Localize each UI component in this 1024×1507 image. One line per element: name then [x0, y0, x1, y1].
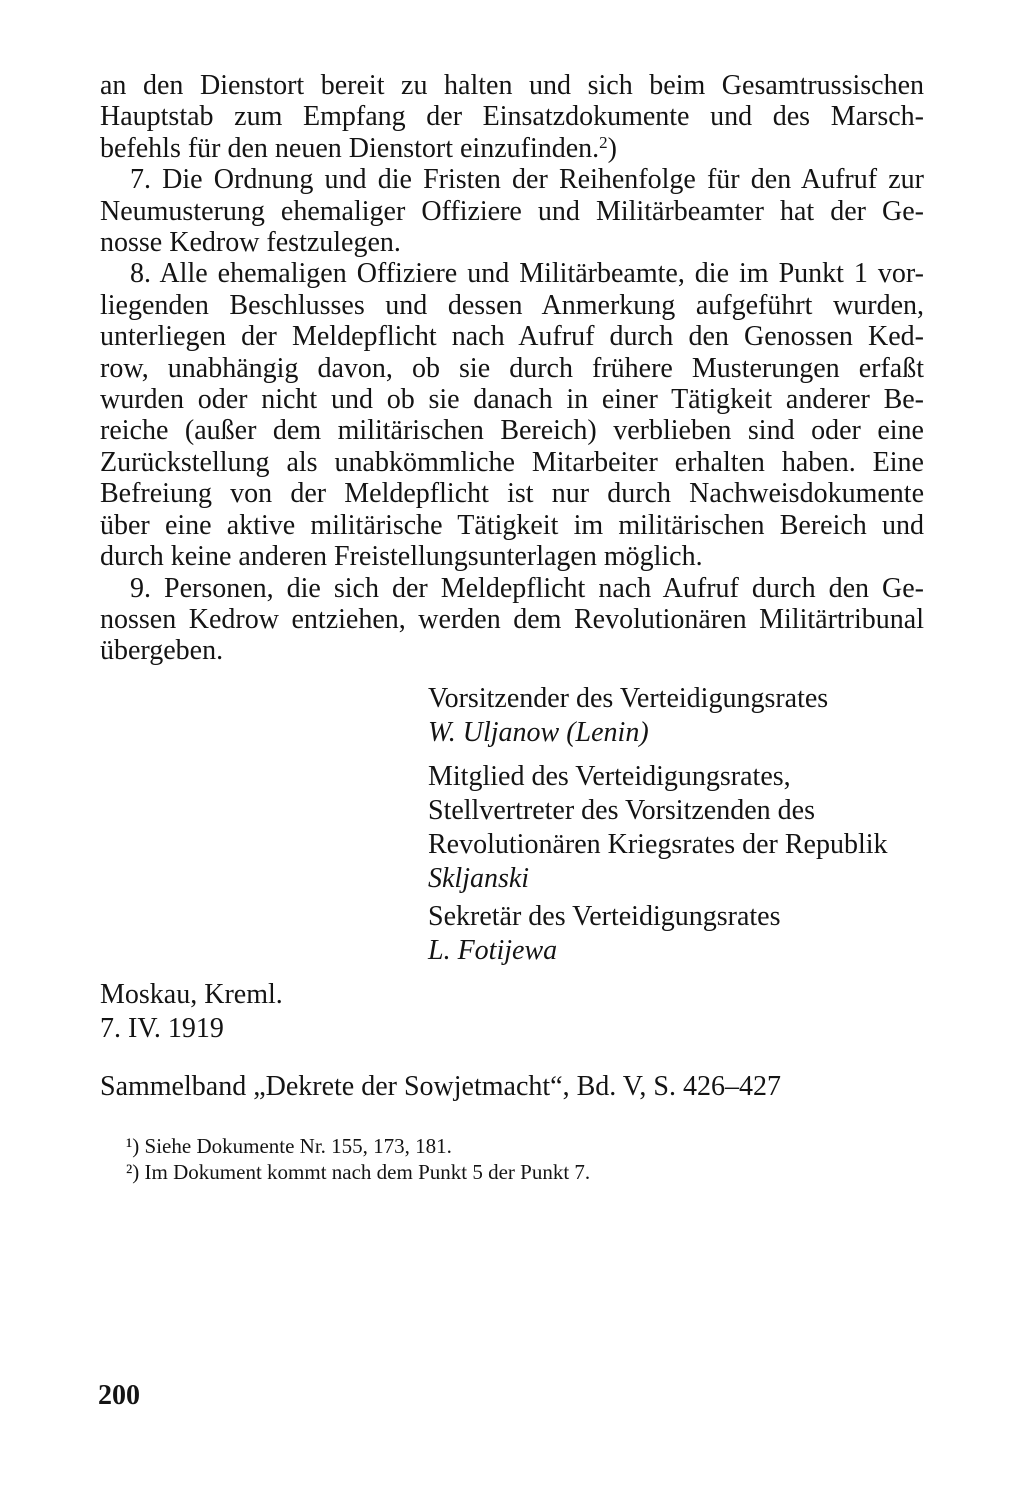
footnotes — [126, 1133, 590, 1185]
signature-member — [428, 760, 928, 896]
text-line: 8. Alle ehemaligen Offiziere und Militärbeamte, die im Punkt 1 vor- — [130, 258, 924, 290]
body-text — [100, 70, 924, 667]
page-number: 200 — [98, 1380, 140, 1411]
place: Moskau, Kreml. — [100, 979, 283, 1010]
signature-secretary — [428, 900, 928, 968]
source-citation: Sammelband „Dekrete der Sowjetmacht“, Bd. V, S. 426–427 — [100, 1071, 781, 1102]
text-line: reiche (außer dem militärischen Bereich) verblieben sind oder eine — [100, 415, 924, 447]
text-line: wurden oder nicht und ob sie danach in einer Tätigkeit anderer Be- — [100, 384, 924, 416]
footnote-marker: 2 — [599, 132, 608, 152]
text-fragment: ) — [607, 132, 617, 164]
signature-role: Mitglied des Verteidigungsrates, — [428, 761, 791, 792]
signature-name: Skljanski — [428, 863, 530, 894]
text-line: 7. Die Ordnung und die Fristen der Reihenfolge für den Aufruf zur — [130, 164, 924, 196]
text-line: an den Dienstort bereit zu halten und sich beim Gesamtrussischen — [100, 70, 924, 101]
place-date — [100, 978, 283, 1046]
text-line — [100, 133, 924, 164]
text-line: row, unabhängig davon, ob sie durch frühere Musterungen erfaßt — [100, 352, 924, 384]
text-line: unterliegen der Meldepflicht nach Aufruf durch den Genossen Ked- — [100, 321, 924, 353]
signature-role: Sekretär des Verteidigungsrates — [428, 901, 781, 932]
footnote: ²) Im Dokument kommt nach dem Punkt 5 der Punkt 7. — [126, 1160, 591, 1184]
signature-role: Revolutionären Kriegsrates der Republik — [428, 829, 888, 860]
text-fragment: befehls für den neuen Dienstort einzufinden. — [100, 132, 600, 164]
footnote: ¹) Siehe Dokumente Nr. 155, 173, 181. — [126, 1134, 452, 1158]
signature-name: L. Fotijewa — [428, 935, 558, 966]
text-line: liegenden Beschlusses und dessen Anmerkung aufgeführt wurden, — [100, 289, 924, 321]
text-line: Hauptstab zum Empfang der Einsatzdokumente und des Marsch- — [100, 101, 924, 133]
signature-role: Stellvertreter des Vorsitzenden des — [428, 795, 815, 826]
text-line: Befreiung von der Meldepflicht ist nur durch Nachweisdokumente — [100, 478, 924, 510]
signature-name: W. Uljanow (Lenin) — [428, 717, 649, 748]
text-line: übergeben. — [100, 635, 224, 667]
date: 7. IV. 1919 — [100, 1013, 224, 1044]
text-line: nossen Kedrow entziehen, werden dem Revolutionären Militärtribunal — [100, 603, 924, 635]
text-line: 9. Personen, die sich der Meldepflicht nach Aufruf durch den Ge- — [130, 572, 924, 604]
signature-role: Vorsitzender des Verteidigungsrates — [428, 683, 829, 714]
signature-chair — [428, 682, 928, 750]
text-line: durch keine anderen Freistellungsunterlagen möglich. — [100, 541, 703, 573]
text-line: über eine aktive militärische Tätigkeit im militärischen Bereich und — [100, 509, 924, 541]
text-line: Neumusterung ehemaliger Offiziere und Militärbeamter hat der Ge- — [100, 195, 924, 227]
text-line: nosse Kedrow festzulegen. — [100, 227, 401, 259]
text-line: Zurückstellung als unabkömmliche Mitarbeiter erhalten haben. Eine — [100, 446, 924, 478]
